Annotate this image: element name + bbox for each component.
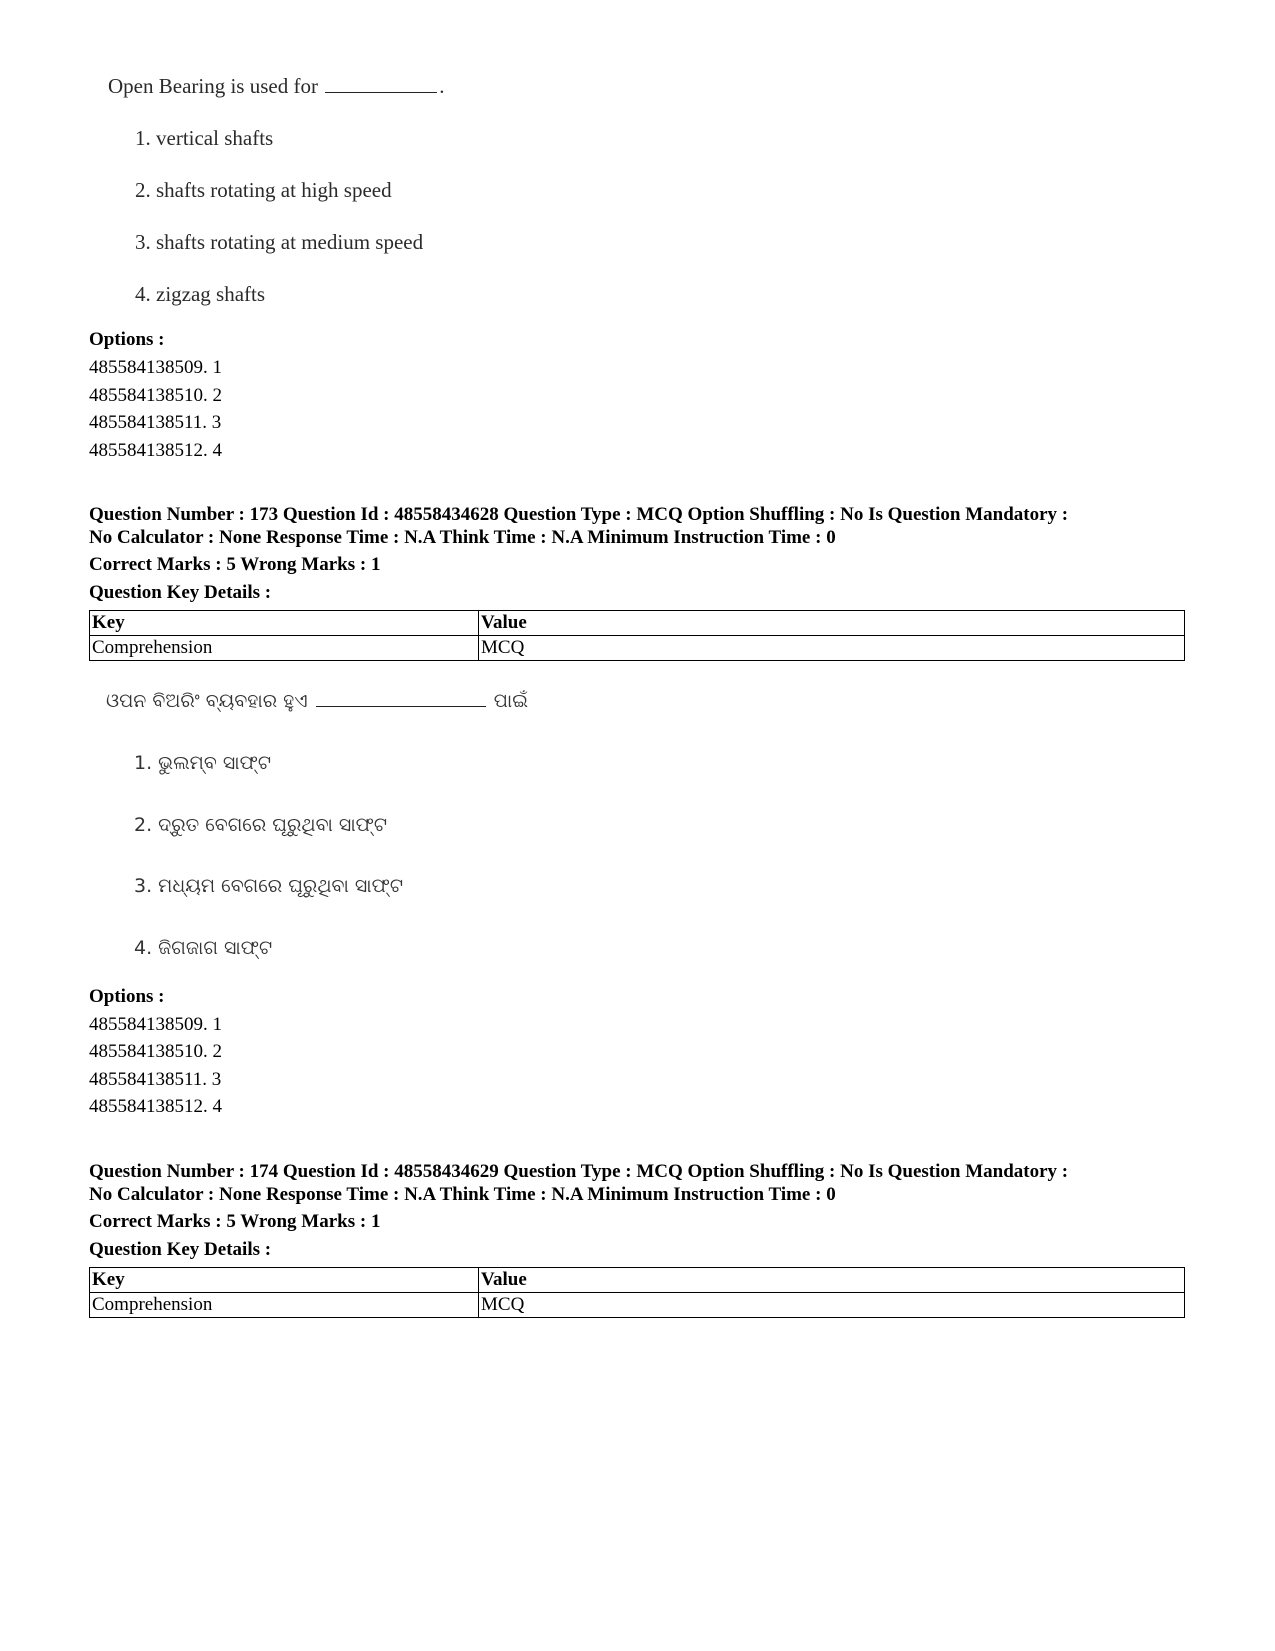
table-cell-key: Comprehension	[90, 636, 479, 661]
question-stem-text: Open Bearing is used for	[108, 74, 318, 98]
option-line: 485584138510. 2	[89, 1041, 222, 1062]
question-meta-line1: Question Number : 174 Question Id : 48558434629 Question Type : MCQ Option Shuffling : No Is Question Mandatory :	[89, 1161, 1069, 1182]
options-heading: Options :	[89, 986, 165, 1007]
question-key-details: Question Key Details :	[89, 582, 272, 603]
option-line: 485584138511. 3	[89, 412, 222, 433]
table-row	[90, 1293, 1185, 1318]
answer-blank	[316, 705, 486, 707]
option-line: 485584138509. 1	[89, 1014, 222, 1035]
choice-2: 2. shafts rotating at high speed	[135, 178, 392, 202]
table-row	[90, 1268, 1185, 1293]
question-key-details: Question Key Details :	[89, 1239, 272, 1260]
table-header-key: Key	[90, 1268, 479, 1293]
option-line: 485584138509. 1	[89, 357, 222, 378]
question-stem	[108, 74, 444, 99]
odia-question-stem	[106, 690, 528, 712]
question-meta-line2: No Calculator : None Response Time : N.A Think Time : N.A Minimum Instruction Time : 0	[89, 527, 836, 548]
odia-stem-end: ପାଇଁ	[493, 690, 529, 712]
choice-1: 1. vertical shafts	[135, 126, 274, 150]
question-meta-line1: Question Number : 173 Question Id : 48558434628 Question Type : MCQ Option Shuffling : No Is Question Mandatory :	[89, 504, 1069, 525]
question-meta-line2: No Calculator : None Response Time : N.A Think Time : N.A Minimum Instruction Time : 0	[89, 1184, 836, 1205]
question-marks: Correct Marks : 5 Wrong Marks : 1	[89, 1211, 381, 1232]
odia-choice-2: 2. ଦ୍ରୁତ ବେଗରେ ଘୂରୁଥିବା ସାଫ୍ଟ	[134, 814, 388, 836]
option-line: 485584138512. 4	[89, 1096, 222, 1117]
table-cell-value: MCQ	[479, 636, 1185, 661]
options-heading: Options :	[89, 329, 165, 350]
table-header-key: Key	[90, 611, 479, 636]
option-line: 485584138511. 3	[89, 1069, 222, 1090]
choice-3: 3. shafts rotating at medium speed	[135, 230, 424, 254]
question-stem-end: .	[439, 74, 445, 98]
key-table	[89, 610, 1185, 661]
table-row	[90, 611, 1185, 636]
question-marks: Correct Marks : 5 Wrong Marks : 1	[89, 554, 381, 575]
odia-choice-3: 3. ମଧ୍ୟମ ବେଗରେ ଘୂରୁଥିବା ସାଫ୍ଟ	[134, 875, 403, 897]
key-table	[89, 1267, 1185, 1318]
odia-stem-text: ଓପନ ବିଅରିଂ ବ୍ୟବହାର ହୁଏ	[106, 690, 308, 712]
table-header-value: Value	[479, 1268, 1185, 1293]
option-line: 485584138510. 2	[89, 385, 222, 406]
table-cell-value: MCQ	[479, 1293, 1185, 1318]
table-header-value: Value	[479, 611, 1185, 636]
table-row	[90, 636, 1185, 661]
option-line: 485584138512. 4	[89, 440, 222, 461]
table-cell-key: Comprehension	[90, 1293, 479, 1318]
choice-4: 4. zigzag shafts	[135, 282, 266, 306]
odia-choice-4: 4. ଜିଗଜାଗ ସାଫ୍ଟ	[134, 937, 273, 959]
answer-blank	[325, 91, 437, 93]
odia-choice-1: 1. ଭୁଲମ୍ବ ସାଫ୍ଟ	[134, 752, 271, 774]
